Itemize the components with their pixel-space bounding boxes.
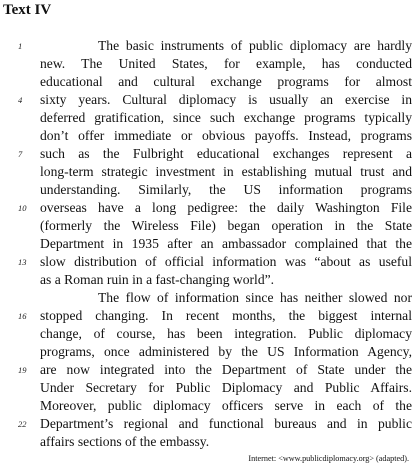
line-number-7: 7 [18,149,23,159]
line-number-19: 19 [18,365,27,375]
text-line: programs, once administered by the US Information Agency, [40,344,412,359]
text-line: sixty years. Cultural diplomacy is usually an exercise in [40,92,412,107]
text-line: The flow of information since has neither slowed nor [98,290,412,305]
text-line: new. The United States, for example, has conducted [40,56,412,71]
text-line: Under Secretary for Public Diplomacy and Public Affairs. [40,380,412,395]
text-line: don’t offer immediate or obvious payoffs. Instead, programs [40,128,412,143]
text-line: stopped changing. In recent months, the biggest internal [40,308,412,323]
line-number-4: 4 [18,95,23,105]
text-line: as a Roman ruin in a fast-changing world”. [40,272,275,287]
line-number-22: 22 [18,419,27,429]
text-line: are now integrated into the Department of State under the [40,362,412,377]
text-line: educational and cultural exchange programs for almost [40,74,412,89]
text-line: such as the Fulbright educational exchanges represent a [40,146,412,161]
text-line: slow distribution of official information was “about as useful [40,254,412,269]
text-line: (formerly the Wireless File) began operation in the State [40,218,412,233]
text-line: Department’s regional and functional bureaus and in public [40,416,412,431]
line-number-13: 13 [18,257,27,267]
text-line: change, of course, has been integration. Public diplomacy [40,326,412,341]
source-citation: Internet: <www.publicdiplomacy.org> (adapted). [248,454,409,463]
line-number-1: 1 [18,41,23,51]
text-title: Text IV [3,2,52,18]
text-line: understanding. Similarly, the US information programs [40,182,412,197]
text-line: The basic instruments of public diplomacy are hardly [98,38,412,53]
line-number-10: 10 [18,203,27,213]
text-line: deferred gratification, since such exchange programs typically [40,110,412,125]
text-line: Moreover, public diplomacy officers serve in each of the [40,398,412,413]
text-line: long-term strategic investment in establishing mutual trust and [40,164,412,179]
text-line: affairs sections of the embassy. [40,434,210,449]
text-line: Department in 1935 after an ambassador complained that the [40,236,412,251]
text-line: overseas have a long pedigree: the daily Washington File [40,200,412,215]
line-number-16: 16 [18,311,27,321]
